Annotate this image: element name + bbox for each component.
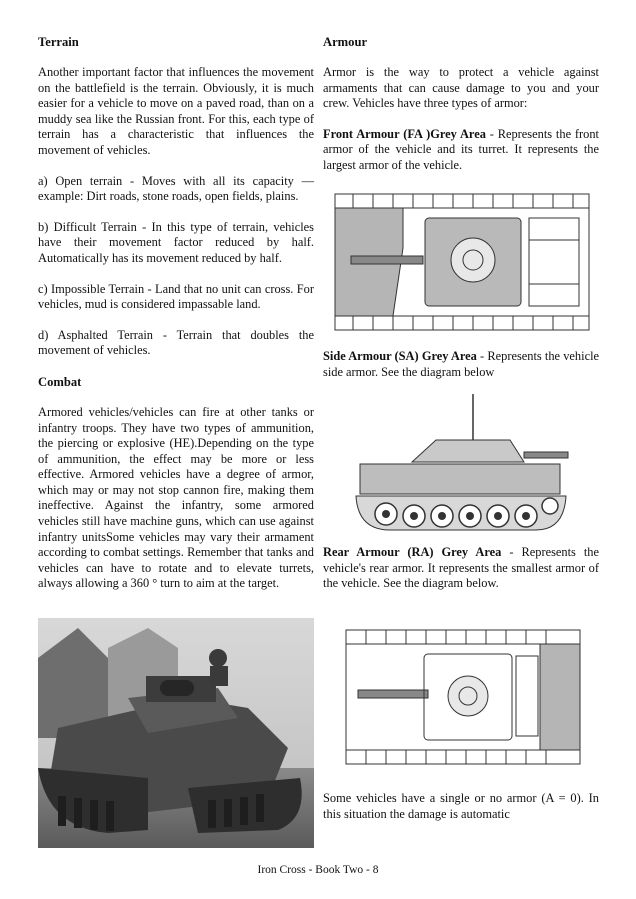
side-armour-desc: - Represents the vehicle side armor. See the diagram below	[323, 349, 600, 379]
terrain-open: a) Open terrain - Moves with all its capacity — example: Dirt roads, stone roads, open fields, plains.	[38, 173, 314, 204]
armour-note-block	[323, 791, 599, 822]
rear-armour-text	[323, 545, 599, 592]
rear-armour-block	[323, 545, 599, 592]
side-armour-title: Side Armour (SA) Grey Area	[323, 349, 477, 363]
rear-armour-title: Rear Armour (RA) Grey Area	[323, 545, 502, 559]
front-armour-desc: - Represents the front armor of the vehicle and its turret. It represents the largest armor of the vehicle.	[323, 126, 600, 172]
terrain-impossible: c) Impossible Terrain - Land that no unit can cross. For vehicles, mud is considered impassable land.	[38, 281, 314, 312]
armour-note: Some vehicles have a single or no armor (A = 0). In this situation the damage is automatic	[323, 791, 599, 821]
front-armour-diagram	[333, 188, 591, 336]
armour-heading: Armour	[323, 35, 368, 49]
right-column-top	[323, 34, 599, 174]
side-armour-text	[323, 349, 599, 380]
rear-armour-diagram	[344, 626, 582, 768]
tank-photo-illustration	[38, 618, 314, 848]
left-column	[38, 34, 314, 607]
tank-top-view-rear	[344, 626, 582, 768]
front-armour-text	[323, 127, 599, 174]
front-armour-title: Front Armour (FA )Grey Area	[323, 126, 486, 141]
tank-photo	[38, 618, 314, 848]
combat-heading: Combat	[38, 374, 82, 389]
page-footer: Iron Cross - Book Two - 8	[257, 864, 379, 876]
tank-top-view-front	[333, 188, 591, 336]
terrain-asphalted: d) Asphalted Terrain - Terrain that doubles the movement of vehicles.	[38, 327, 314, 358]
terrain-difficult: b) Difficult Terrain - In this type of terrain, vehicles have their movement factor reduced by half. Automatically has its movement reduced by half.	[38, 219, 314, 265]
tank-side-view	[350, 392, 572, 540]
rear-armour-desc: - Represents the vehicle's rear armor. It represents the smallest armor of the vehicle. See the diagram below.	[323, 545, 599, 591]
armour-intro: Armor is the way to protect a vehicle against armaments that can cause damage to you and your crew. Vehicles have three types of armor:	[323, 65, 599, 111]
side-armour-diagram	[350, 392, 572, 540]
terrain-heading: Terrain	[38, 35, 79, 49]
combat-text: Armored vehicles/vehicles can fire at other tanks or infantry troops. They have two types of ammunition, the piercing or explosive (HE).Depending on the type of ammunition, the effect may be more or less effective. Armored vehicles have a degree of armor, which may or may not stop cannon fire, making them ineffective. Against the infantry, some armored vehicles still have machine guns, which can use against infantry unitsSome vehicles may vary their armament according to combat settings. Remember that tanks and vehicles can have to rotate and to elevate turrets, always allowing a 360 ° turn to aim at the target.	[38, 404, 314, 591]
terrain-intro: Another important factor that influences the movement on the battlefield is the terrain. Obviously, it is much easier for a vehicle to move on a paved road, than on a muddy sea like the Russian front. For this, each type of terrain has a characteristic that influences the movement of vehicles.	[38, 65, 314, 157]
side-armour-block	[323, 349, 599, 380]
